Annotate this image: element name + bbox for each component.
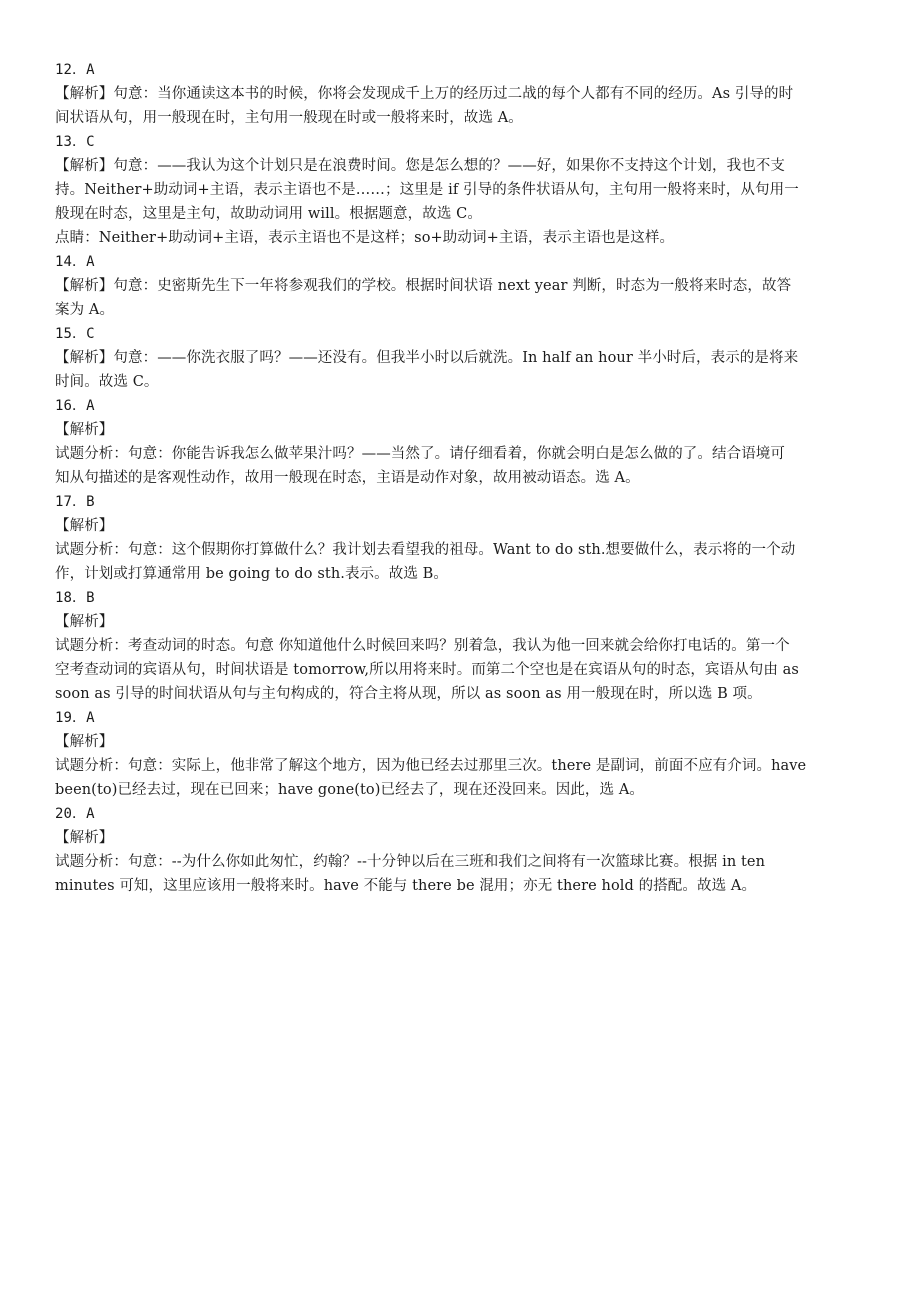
analysis-text-line: 试题分析：句意：实际上，他非常了解这个地方，因为他已经去过那里三次。there 是副词，前面不应有介词。have bbox=[55, 758, 807, 774]
answer-number: 19．A bbox=[55, 710, 95, 726]
answer-item bbox=[55, 130, 867, 250]
analysis-text-line: been(to)已经去过，现在已回来；have gone(to)已经去了，现在还没回来。因此，选 A。 bbox=[55, 782, 644, 798]
answer-number: 13．C bbox=[55, 134, 95, 150]
analysis-heading: 【解析】 bbox=[55, 518, 114, 534]
analysis-text-line: minutes 可知，这里应该用一般将来时。have 不能与 there be 混用；亦无 there hold 的搭配。故选 A。 bbox=[55, 878, 757, 894]
answer-number: 12．A bbox=[55, 62, 95, 78]
analysis-text-line: 【解析】句意：史密斯先生下一年将参观我们的学校。根据时间状语 next year 判断，时态为一般将来时态，故答 bbox=[55, 278, 792, 294]
answer-number: 15．C bbox=[55, 326, 95, 342]
answer-number: 18．B bbox=[55, 590, 95, 606]
analysis-text-line: 空考查动词的宾语从句，时间状语是 tomorrow,所以用将来时。而第二个空也是在宾语从句的时态，宾语从句由 as bbox=[55, 662, 799, 678]
answer-item bbox=[55, 490, 867, 586]
answer-item bbox=[55, 706, 867, 802]
answer-number: 20．A bbox=[55, 806, 95, 822]
analysis-text-line: 时间。故选 C。 bbox=[55, 374, 159, 390]
answer-item bbox=[55, 58, 867, 130]
analysis-text-line: 试题分析：考查动词的时态。句意 你知道他什么时候回来吗？别着急，我认为他一回来就会给你打电话的。第一个 bbox=[55, 638, 790, 654]
analysis-heading: 【解析】 bbox=[55, 614, 114, 630]
analysis-text-line: 【解析】句意：——我认为这个计划只是在浪费时间。您是怎么想的？——好，如果你不支持这个计划，我也不支 bbox=[55, 158, 785, 174]
answer-number: 17．B bbox=[55, 494, 95, 510]
analysis-text-line: 试题分析：句意：你能告诉我怎么做苹果汁吗？——当然了。请仔细看着，你就会明白是怎么做的了。结合语境可 bbox=[55, 446, 785, 462]
analysis-text-line: 试题分析：句意：这个假期你打算做什么？我计划去看望我的祖母。Want to do sth.想要做什么，表示将的一个动 bbox=[55, 542, 796, 558]
answer-key-document bbox=[55, 58, 867, 898]
analysis-text-line: 般现在时态，这里是主句，故助动词用 will。根据题意，故选 C。 bbox=[55, 206, 482, 222]
analysis-text-line: 【解析】句意：当你通读这本书的时候，你将会发现成千上万的经历过二战的每个人都有不同的经历。As 引导的时 bbox=[55, 86, 794, 102]
answer-item bbox=[55, 250, 867, 322]
analysis-text-line: 间状语从句，用一般现在时，主句用一般现在时或一般将来时，故选 A。 bbox=[55, 110, 523, 126]
answer-number: 16．A bbox=[55, 398, 95, 414]
analysis-text-line: 作，计划或打算通常用 be going to do sth.表示。故选 B。 bbox=[55, 566, 449, 582]
analysis-text-line: soon as 引导的时间状语从句与主句构成的，符合主将从现，所以 as soon as 用一般现在时，所以选 B 项。 bbox=[55, 686, 762, 702]
analysis-text-line: 案为 A。 bbox=[55, 302, 115, 318]
analysis-text-line: 知从句描述的是客观性动作，故用一般现在时态，主语是动作对象，故用被动语态。选 A。 bbox=[55, 470, 640, 486]
analysis-text-line: 【解析】句意：——你洗衣服了吗？——还没有。但我半小时以后就洗。In half an hour 半小时后，表示的是将来 bbox=[55, 350, 799, 366]
answer-item bbox=[55, 394, 867, 490]
analysis-text-line: 点睛：Neither+助动词+主语，表示主语也不是这样；so+助动词+主语，表示主语也是这样。 bbox=[55, 230, 675, 246]
answer-number: 14．A bbox=[55, 254, 95, 270]
answer-item bbox=[55, 802, 867, 898]
answer-item bbox=[55, 586, 867, 706]
analysis-text-line: 试题分析：句意：--为什么你如此匆忙，约翰？--十分钟以后在三班和我们之间将有一次篮球比赛。根据 in ten bbox=[55, 854, 766, 870]
analysis-heading: 【解析】 bbox=[55, 830, 114, 846]
analysis-text-line: 持。Neither+助动词+主语，表示主语也不是……；这里是 if 引导的条件状语从句，主句用一般将来时，从句用一 bbox=[55, 182, 799, 198]
analysis-heading: 【解析】 bbox=[55, 734, 114, 750]
analysis-heading: 【解析】 bbox=[55, 422, 114, 438]
answer-item bbox=[55, 322, 867, 394]
